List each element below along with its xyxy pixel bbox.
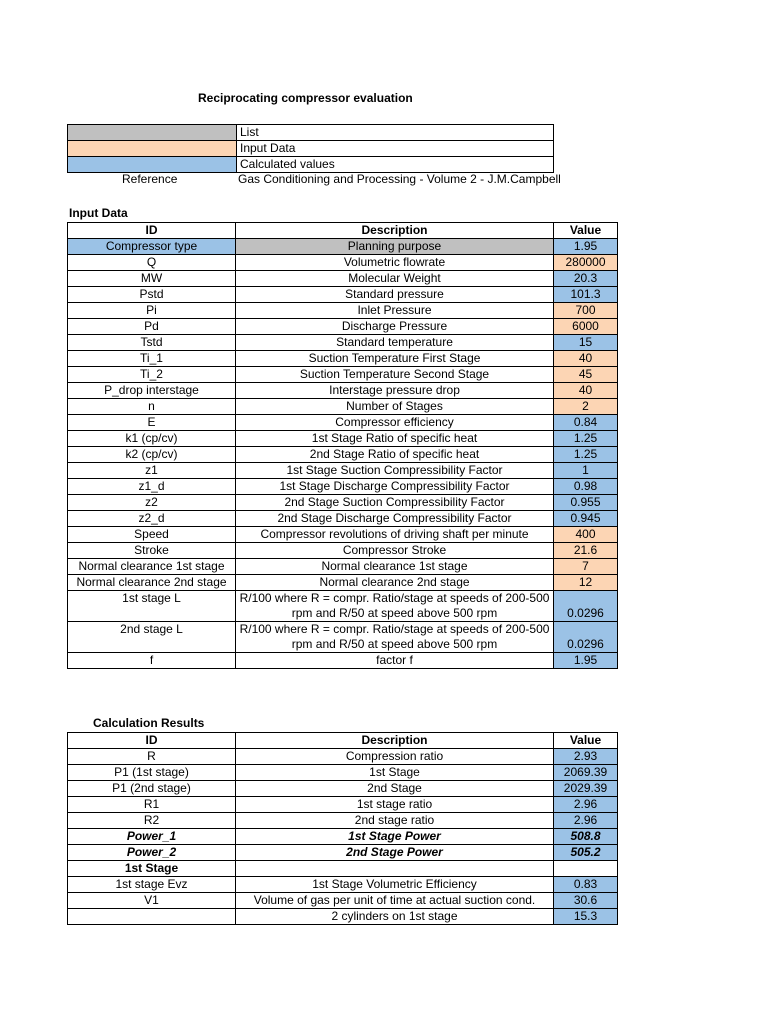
row-value: 45 (554, 367, 618, 383)
table-row (68, 335, 618, 351)
row-value (554, 861, 618, 877)
row-value: 508.8 (554, 829, 618, 845)
row-id: Pi (68, 303, 236, 319)
row-value: 2.96 (554, 797, 618, 813)
row-description: Standard temperature (236, 335, 554, 351)
row-value: 1.25 (554, 447, 618, 463)
row-description (236, 861, 554, 877)
row-description: Interstage pressure drop (236, 383, 554, 399)
results-section-heading: Calculation Results (93, 716, 205, 730)
row-value: 2.93 (554, 749, 618, 765)
legend-label-list: List (237, 125, 554, 141)
legend-label-input: Input Data (237, 141, 554, 157)
column-header-value: Value (554, 733, 618, 749)
table-row (68, 813, 618, 829)
row-description: 2nd Stage Discharge Compressibility Factor (236, 511, 554, 527)
row-id: Speed (68, 527, 236, 543)
table-row (68, 877, 618, 893)
row-value: 280000 (554, 255, 618, 271)
row-description: Discharge Pressure (236, 319, 554, 335)
row-description: Compression ratio (236, 749, 554, 765)
header-row (68, 733, 618, 749)
row-value: 0.84 (554, 415, 618, 431)
table-row (68, 829, 618, 845)
table-row (68, 591, 618, 622)
header-row (68, 223, 618, 239)
row-id: Tstd (68, 335, 236, 351)
row-id: P1 (1st stage) (68, 765, 236, 781)
table-row (68, 399, 618, 415)
row-value: 7 (554, 559, 618, 575)
row-id: R2 (68, 813, 236, 829)
row-description: 1st stage ratio (236, 797, 554, 813)
row-id: R1 (68, 797, 236, 813)
row-value: 0.0296 (554, 622, 618, 653)
column-header-description: Description (236, 733, 554, 749)
row-description: Compressor revolutions of driving shaft per minute (236, 527, 554, 543)
legend-swatch-list (68, 125, 237, 141)
table-row (68, 559, 618, 575)
row-value: 6000 (554, 319, 618, 335)
row-value: 1.95 (554, 239, 618, 255)
table-row (68, 909, 618, 925)
row-description: Suction Temperature Second Stage (236, 367, 554, 383)
table-row (68, 765, 618, 781)
row-description: Compressor Stroke (236, 543, 554, 559)
table-row (68, 797, 618, 813)
row-id: Pstd (68, 287, 236, 303)
row-description: 1st Stage Discharge Compressibility Factor (236, 479, 554, 495)
row-id: Normal clearance 2nd stage (68, 575, 236, 591)
table-row (68, 383, 618, 399)
row-id: E (68, 415, 236, 431)
row-description: Normal clearance 1st stage (236, 559, 554, 575)
row-description: Suction Temperature First Stage (236, 351, 554, 367)
table-row (68, 749, 618, 765)
row-id: Ti_2 (68, 367, 236, 383)
row-description: 2nd Stage Ratio of specific heat (236, 447, 554, 463)
row-value: 1.25 (554, 431, 618, 447)
row-id: n (68, 399, 236, 415)
table-row (68, 255, 618, 271)
row-id: z2 (68, 495, 236, 511)
row-id: z1 (68, 463, 236, 479)
row-value: 1.95 (554, 653, 618, 669)
legend-swatch-input (68, 141, 237, 157)
row-value: 2029.39 (554, 781, 618, 797)
row-description: 1st Stage Ratio of specific heat (236, 431, 554, 447)
row-description: Planning purpose (236, 239, 554, 255)
row-id: k1 (cp/cv) (68, 431, 236, 447)
row-id: Ti_1 (68, 351, 236, 367)
row-description: 2 cylinders on 1st stage (236, 909, 554, 925)
row-value: 700 (554, 303, 618, 319)
row-description: 1st Stage (236, 765, 554, 781)
table-row (68, 653, 618, 669)
legend-label-calculated: Calculated values (237, 157, 554, 173)
row-id: 1st Stage (68, 861, 236, 877)
column-header-id: ID (68, 733, 236, 749)
row-value: 1 (554, 463, 618, 479)
row-value: 0.955 (554, 495, 618, 511)
table-row (68, 447, 618, 463)
row-description: Volumetric flowrate (236, 255, 554, 271)
table-row (68, 511, 618, 527)
row-id: Pd (68, 319, 236, 335)
row-id: Compressor type (68, 239, 236, 255)
row-value: 101.3 (554, 287, 618, 303)
table-row (68, 367, 618, 383)
table-row (68, 893, 618, 909)
row-id: k2 (cp/cv) (68, 447, 236, 463)
table-row (68, 287, 618, 303)
legend-table (67, 124, 554, 173)
table-row (68, 351, 618, 367)
row-id: Q (68, 255, 236, 271)
row-description: Molecular Weight (236, 271, 554, 287)
table-row (68, 271, 618, 287)
legend-swatch-calculated (68, 157, 237, 173)
row-description: 2nd Stage Suction Compressibility Factor (236, 495, 554, 511)
row-value: 400 (554, 527, 618, 543)
table-row (68, 415, 618, 431)
row-description: factor f (236, 653, 554, 669)
row-description: Standard pressure (236, 287, 554, 303)
table-row (68, 479, 618, 495)
table-row (68, 622, 618, 653)
row-value: 12 (554, 575, 618, 591)
table-row (68, 319, 618, 335)
table-row (68, 239, 618, 255)
row-value: 0.945 (554, 511, 618, 527)
row-description: 1st Stage Suction Compressibility Factor (236, 463, 554, 479)
row-description: R/100 where R = compr. Ratio/stage at speeds of 200-500 rpm and R/50 at speed above 500 rpm (236, 591, 554, 622)
row-description: Normal clearance 2nd stage (236, 575, 554, 591)
table-row (68, 303, 618, 319)
table-row (68, 543, 618, 559)
row-id: 1st stage Evz (68, 877, 236, 893)
row-id: 2nd stage L (68, 622, 236, 653)
input-data-table (67, 222, 618, 669)
row-id: Normal clearance 1st stage (68, 559, 236, 575)
results-table (67, 732, 618, 925)
row-value: 15 (554, 335, 618, 351)
page-title: Reciprocating compressor evaluation (198, 91, 413, 105)
reference-value: Gas Conditioning and Processing - Volume 2 - J.M.Campbell (238, 172, 561, 186)
table-row (68, 463, 618, 479)
table-row (68, 495, 618, 511)
row-id (68, 909, 236, 925)
column-header-id: ID (68, 223, 236, 239)
row-value: 40 (554, 351, 618, 367)
row-value: 2 (554, 399, 618, 415)
row-id: MW (68, 271, 236, 287)
row-id: z2_d (68, 511, 236, 527)
row-id: Power_2 (68, 845, 236, 861)
row-id: P_drop interstage (68, 383, 236, 399)
row-value: 2069.39 (554, 765, 618, 781)
row-description: 2nd Stage Power (236, 845, 554, 861)
row-description: 1st Stage Power (236, 829, 554, 845)
table-row (68, 861, 618, 877)
row-description: 2nd Stage (236, 781, 554, 797)
table-row (68, 781, 618, 797)
row-value: 21.6 (554, 543, 618, 559)
table-row (68, 431, 618, 447)
row-value: 15.3 (554, 909, 618, 925)
row-description: Compressor efficiency (236, 415, 554, 431)
reference-label: Reference (122, 172, 178, 186)
row-id: 1st stage L (68, 591, 236, 622)
table-row (68, 527, 618, 543)
row-id: f (68, 653, 236, 669)
row-value: 20.3 (554, 271, 618, 287)
row-description: 1st Stage Volumetric Efficiency (236, 877, 554, 893)
row-value: 0.98 (554, 479, 618, 495)
row-value: 505.2 (554, 845, 618, 861)
row-description: Number of Stages (236, 399, 554, 415)
column-header-description: Description (236, 223, 554, 239)
row-id: V1 (68, 893, 236, 909)
row-id: z1_d (68, 479, 236, 495)
row-value: 40 (554, 383, 618, 399)
row-id: Stroke (68, 543, 236, 559)
row-description: Inlet Pressure (236, 303, 554, 319)
row-value: 30.6 (554, 893, 618, 909)
row-description: R/100 where R = compr. Ratio/stage at speeds of 200-500 rpm and R/50 at speed above 500 rpm (236, 622, 554, 653)
row-value: 0.83 (554, 877, 618, 893)
row-description: 2nd stage ratio (236, 813, 554, 829)
row-id: P1 (2nd stage) (68, 781, 236, 797)
column-header-value: Value (554, 223, 618, 239)
input-section-heading: Input Data (69, 206, 128, 220)
row-id: Power_1 (68, 829, 236, 845)
row-description: Volume of gas per unit of time at actual suction cond. (236, 893, 554, 909)
row-id: R (68, 749, 236, 765)
table-row (68, 845, 618, 861)
row-value: 2.96 (554, 813, 618, 829)
table-row (68, 575, 618, 591)
row-value: 0.0296 (554, 591, 618, 622)
